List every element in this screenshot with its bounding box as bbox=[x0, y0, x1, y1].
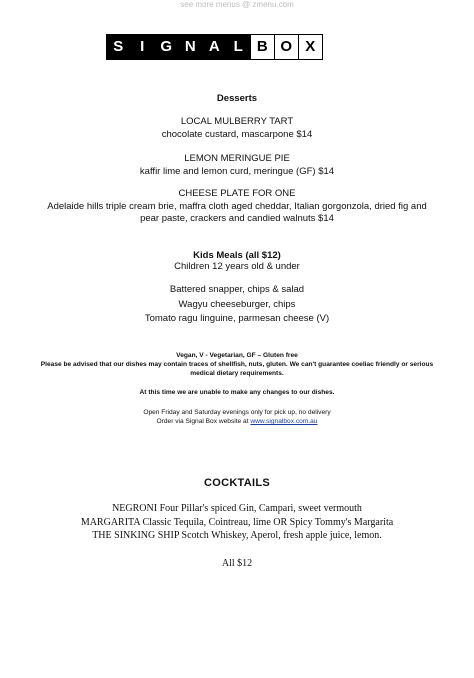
logo-letter-box: N bbox=[178, 34, 204, 60]
cocktail-line: MARGARITA Classic Tequila, Cointreau, lime OR Spicy Tommy's Margarita bbox=[80, 516, 394, 528]
watermark: see more menus @ zmenu.com bbox=[180, 0, 294, 9]
logo-letter-box: A bbox=[202, 34, 228, 60]
cocktails-title: COCKTAILS bbox=[203, 477, 271, 489]
desserts-title: Desserts bbox=[216, 93, 258, 104]
kids-title: Kids Meals (all $12) bbox=[193, 250, 281, 261]
list-item: Battered snapper, chips & salad bbox=[169, 284, 305, 295]
dessert-item-2 bbox=[0, 153, 474, 178]
dietary-legend: Vegan, V - Vegetarian, GF – Gluten free bbox=[176, 352, 298, 359]
logo-letter-box: S bbox=[106, 34, 132, 60]
cocktails-list bbox=[0, 502, 474, 543]
logo-letter-box: X bbox=[298, 34, 324, 60]
dessert-item-3 bbox=[0, 188, 474, 226]
dessert-desc: pear paste, crackers and candied walnuts $14 bbox=[140, 213, 334, 224]
logo-letter-box: G bbox=[154, 34, 180, 60]
dessert-desc: Adelaide hills triple cream brie, maffra cloth aged cheddar, Italian gorgonzola, dried fig and bbox=[47, 200, 427, 212]
signal-box-logo bbox=[107, 34, 323, 60]
hours-text: Open Friday and Saturday evenings only for pick up, no delivery bbox=[143, 409, 331, 416]
dessert-desc: chocolate custard, mascarpone $14 bbox=[161, 128, 313, 140]
dessert-item-1 bbox=[0, 116, 474, 141]
allergy-notice-cont: medical dietary requirements. bbox=[190, 370, 284, 377]
allergy-notice: Please be advised that our dishes may contain traces of shellfish, nuts, gluten. We can't guarantee coeliac friendly or serious bbox=[40, 361, 434, 368]
order-prefix: Order via Signal Box website at bbox=[156, 418, 251, 425]
dietary-notes bbox=[0, 351, 474, 378]
dessert-desc: kaffir lime and lemon curd, meringue (GF) $14 bbox=[139, 165, 335, 177]
cocktail-line: NEGRONI Four Pillar's spiced Gin, Campari, sweet vermouth bbox=[112, 503, 362, 514]
order-info bbox=[0, 408, 474, 426]
kids-subtitle: Children 12 years old & under bbox=[174, 261, 300, 272]
logo-letter-box: I bbox=[130, 34, 156, 60]
logo-letter-box: O bbox=[274, 34, 300, 60]
dessert-name: LOCAL MULBERRY TART bbox=[180, 116, 294, 127]
list-item: Tomato ragu linguine, parmesan cheese (V) bbox=[144, 313, 330, 324]
dessert-name: LEMON MERINGUE PIE bbox=[184, 153, 290, 164]
logo-letter-box: B bbox=[250, 34, 276, 60]
list-item: Wagyu cheeseburger, chips bbox=[178, 298, 296, 310]
dessert-name: CHEESE PLATE FOR ONE bbox=[178, 188, 296, 199]
logo-letter-box: L bbox=[226, 34, 252, 60]
kids-list bbox=[0, 283, 474, 327]
website-link[interactable]: www.signalbox.com.au bbox=[250, 418, 318, 425]
kids-section bbox=[0, 250, 474, 274]
changes-notice: At this time we are unable to make any changes to our dishes. bbox=[139, 389, 335, 396]
cocktails-price: All $12 bbox=[221, 558, 253, 569]
order-text bbox=[0, 417, 474, 426]
cocktail-line: THE SINKING SHIP Scotch Whiskey, Aperol, fresh apple juice, lemon. bbox=[92, 530, 382, 541]
